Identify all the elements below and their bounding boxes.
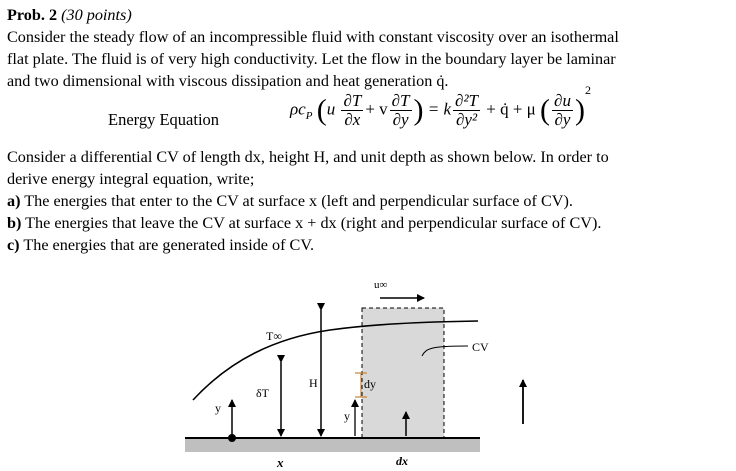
- eq-exponent: 2: [584, 82, 591, 97]
- dx-label: dx: [396, 454, 408, 468]
- eq-u: u: [326, 99, 336, 119]
- eq-dT-1: ∂T: [343, 91, 362, 110]
- intro-line-3: and two dimensional with viscous dissipation and heat generation q̇.: [7, 72, 449, 90]
- inner-y-label: y: [344, 409, 350, 423]
- eq-sub-p: P: [305, 109, 313, 122]
- eq-dx: ∂x: [344, 110, 361, 129]
- cv-line-2: derive energy integral equation, write;: [7, 170, 255, 188]
- intro-line-2: flat plate. The fluid is of very high conductivity. Let the flow in the boundary layer be laminar: [7, 50, 616, 68]
- eq-rho-cp: ρc: [290, 99, 306, 119]
- delta-t-label: δT: [256, 386, 269, 400]
- eq-dy2: ∂y²: [456, 110, 478, 129]
- problem-number: Prob. 2: [7, 6, 58, 24]
- cv-label: CV: [472, 340, 489, 354]
- energy-equation: $\rho c_P$ (u $\frac{\partial T}{\partial x}$ + v $\frac{\partial T}{\partial y}$ ) = k $\frac{\text{∂²T}}{\text{∂y²}}$ + q̇ + μ ( $\frac{\partial u}{\partial y}$ )$^2$: [290, 82, 591, 129]
- part-a-label: a): [7, 192, 21, 210]
- control-volume: [362, 308, 444, 438]
- cv-line-1: Consider a differential CV of length dx, height H, and unit depth as shown below. In order to: [7, 148, 609, 166]
- part-a-text: The energies that enter to the CV at surface x (left and perpendicular surface of CV).: [20, 192, 573, 210]
- y-axis-label: y: [215, 401, 221, 415]
- intro-line-1: Consider the steady flow of an incompressible fluid with constant viscosity over an isothermal: [7, 28, 619, 46]
- part-b-label: b): [7, 214, 22, 232]
- eq-equals-k: = k: [427, 99, 452, 119]
- part-c-label: c): [7, 236, 20, 254]
- eq-dy: ∂y: [392, 110, 409, 129]
- eq-plus-q-mu: + q̇ + μ: [486, 99, 536, 119]
- eq-dy-2: ∂y: [554, 110, 571, 129]
- eq-d2T: ∂²T: [455, 91, 478, 110]
- part-c-text: The energies that are generated inside of CV.: [19, 236, 315, 254]
- eq-du: ∂u: [554, 91, 571, 110]
- dy-label: dy: [364, 377, 376, 391]
- h-label: H: [309, 376, 318, 390]
- part-b-text: The energies that leave the CV at surface x + dx (right and perpendicular surface of CV).: [21, 214, 602, 232]
- x-axis-label: x: [277, 455, 284, 470]
- problem-points: (30 points): [61, 6, 132, 24]
- t-inf-label: T∞: [266, 329, 282, 343]
- eq-plus-v: + v: [365, 99, 388, 119]
- equation-label: Energy Equation: [108, 110, 220, 129]
- u-inf-label: u∞: [374, 279, 388, 291]
- eq-dT-2: ∂T: [391, 91, 410, 110]
